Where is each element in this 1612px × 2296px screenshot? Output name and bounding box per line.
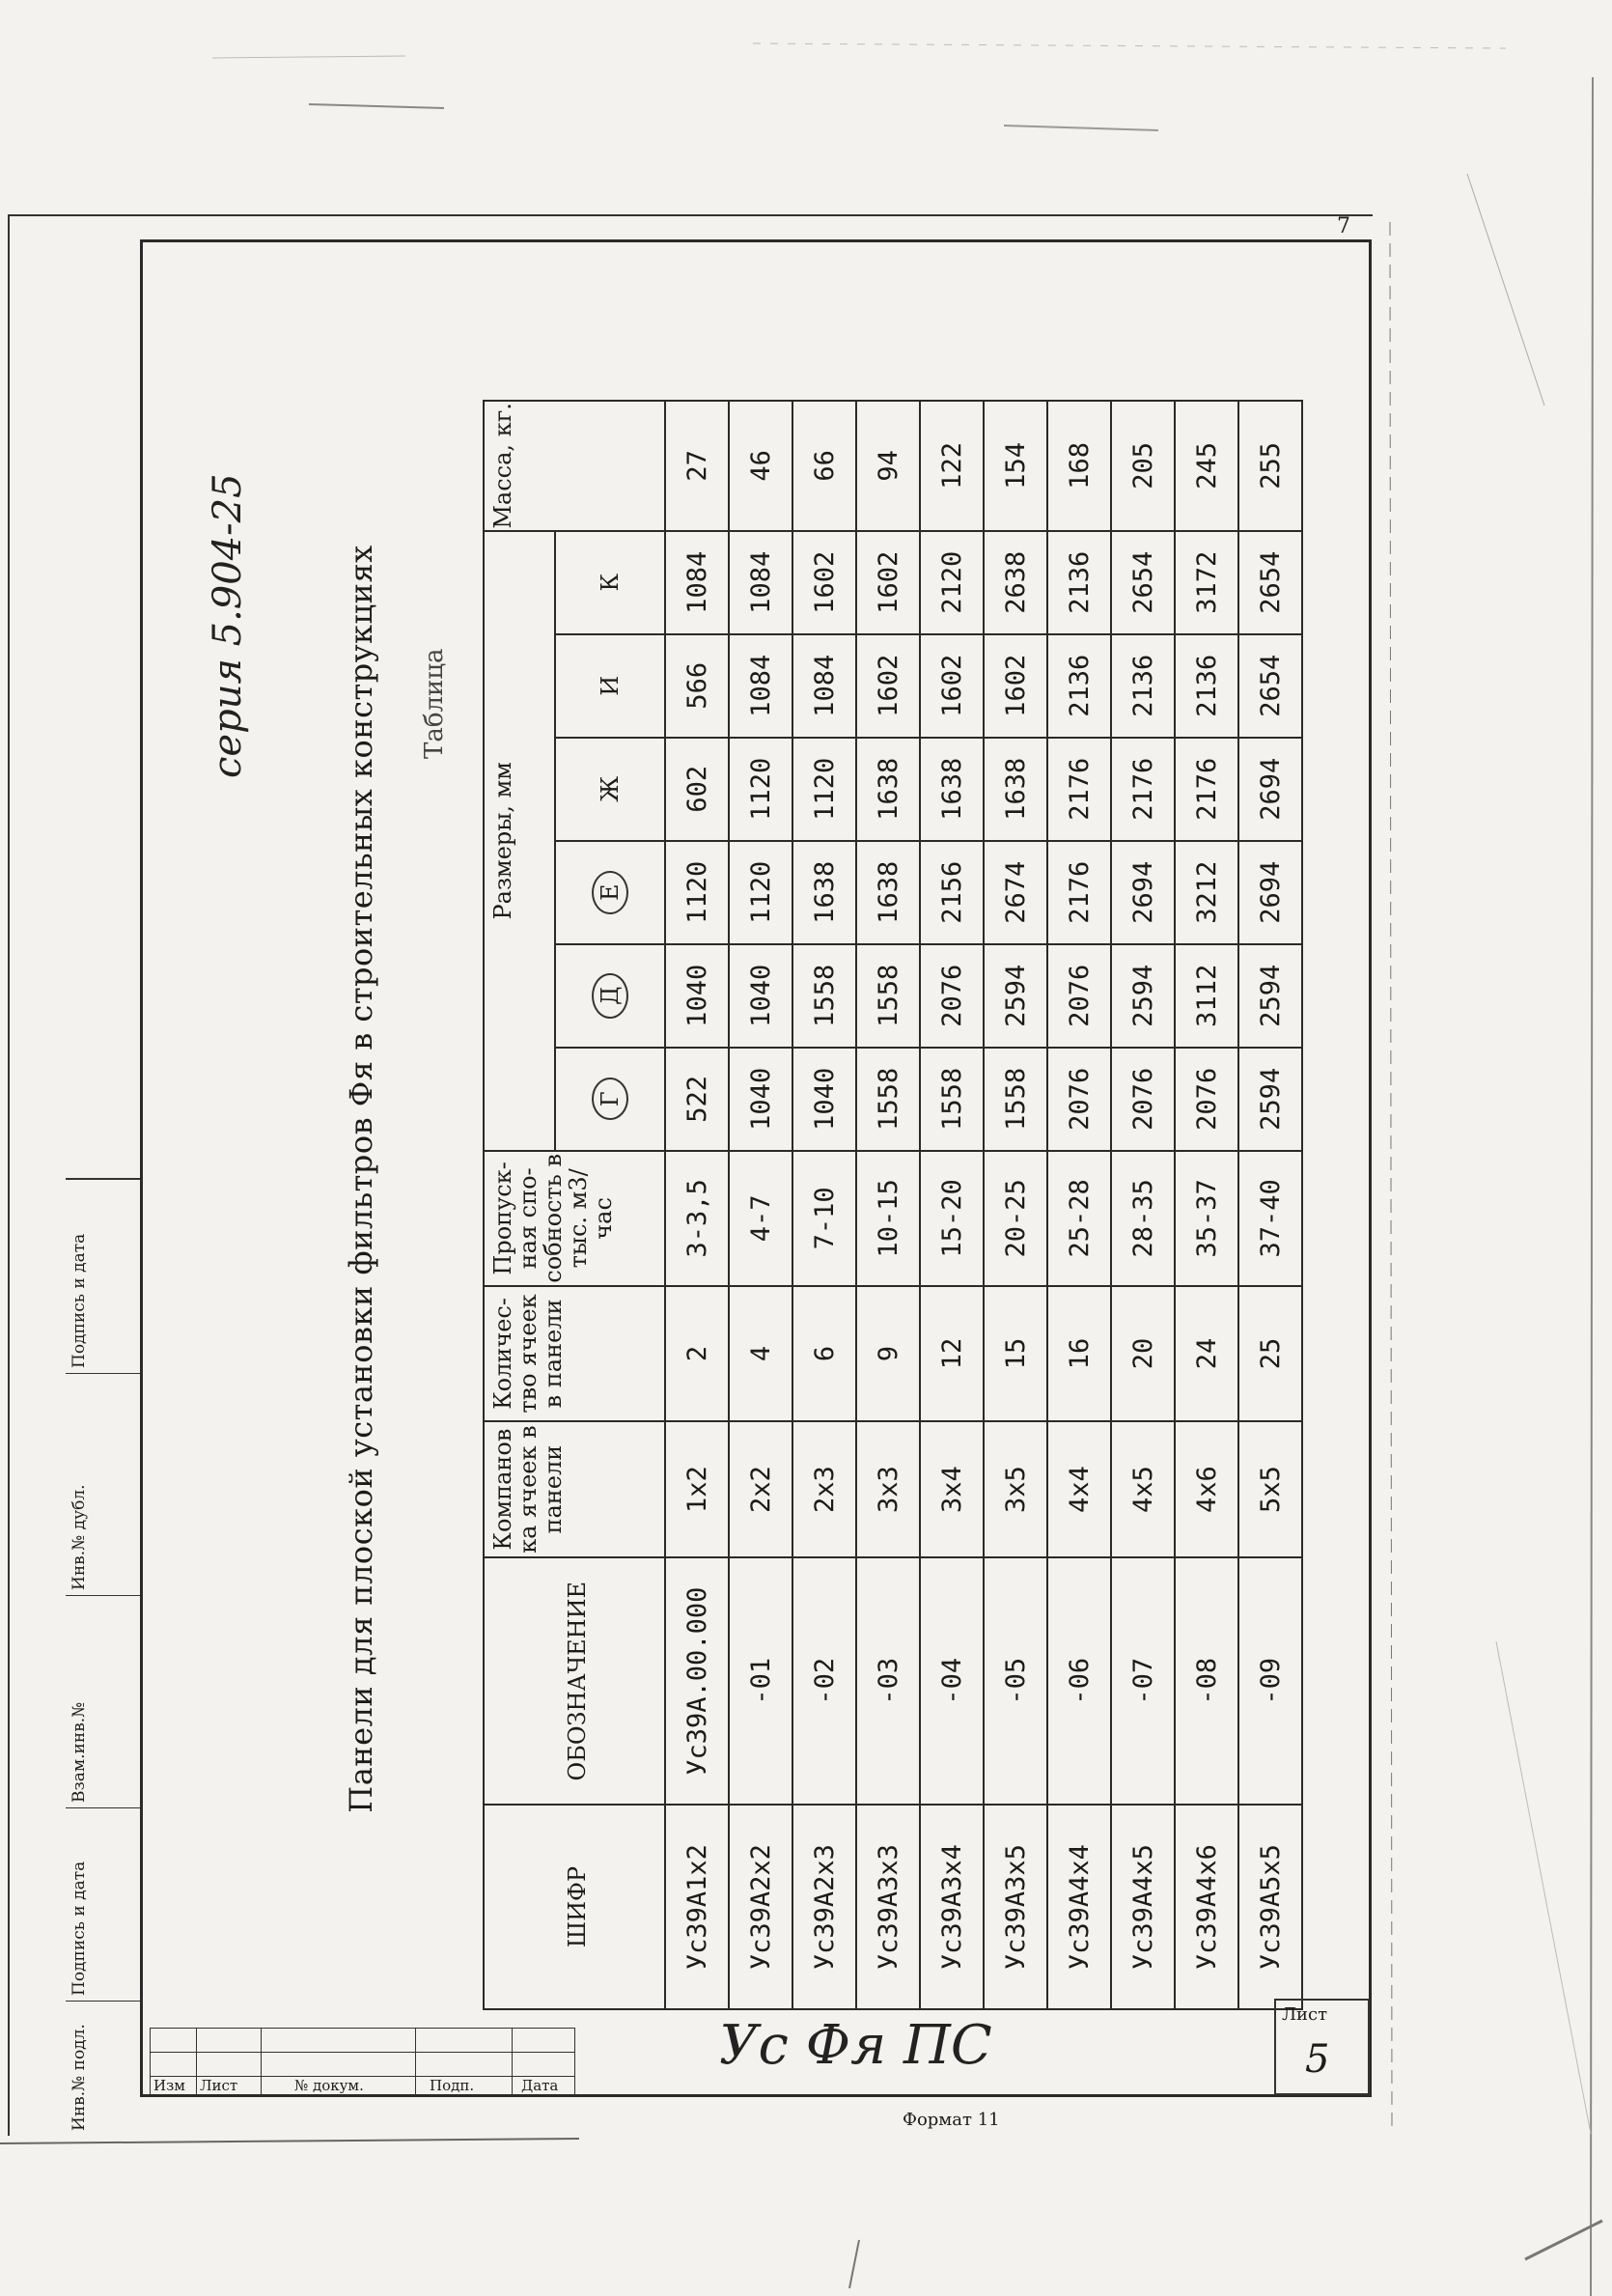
- cell-throughput: 10-15: [856, 1151, 920, 1286]
- table-row: [792, 401, 856, 2009]
- stamp-row: [150, 2028, 574, 2048]
- cell-d: 2594: [1111, 944, 1175, 1048]
- stamp-label-izm: Изм: [153, 2077, 185, 2094]
- cell-k: 1602: [792, 531, 856, 634]
- cell-k: 1084: [665, 531, 729, 634]
- table-row: [1175, 401, 1238, 2009]
- cell-g: 2594: [1238, 1048, 1302, 1151]
- cell-throughput: 35-37: [1175, 1151, 1238, 1286]
- cell-k: 2120: [920, 531, 984, 634]
- cell-cells: 4: [729, 1286, 792, 1421]
- cell-e: 1638: [856, 841, 920, 944]
- header-mass: Масса, кг.: [484, 401, 665, 531]
- table-row: [1047, 401, 1111, 2009]
- cell-zh: 602: [665, 738, 729, 841]
- sheet-label: Лист: [1282, 2004, 1328, 2025]
- stamp-label-list: Лист: [200, 2077, 238, 2094]
- stamp-label-podp: Подп.: [430, 2077, 475, 2094]
- cell-mass: 205: [1111, 401, 1175, 531]
- corner-number: 7: [1337, 214, 1350, 238]
- cell-mass: 66: [792, 401, 856, 531]
- cell-i: 1602: [984, 634, 1047, 738]
- cell-shifr: Ус39А4х4: [1047, 1805, 1111, 2009]
- cell-d: 1040: [729, 944, 792, 1048]
- cell-shifr: Ус39А3х3: [856, 1805, 920, 2009]
- cell-i: 566: [665, 634, 729, 738]
- cell-throughput: 4-7: [729, 1151, 792, 1286]
- cell-e: 1638: [792, 841, 856, 944]
- cell-g: 1040: [792, 1048, 856, 1151]
- cell-layout: 5х5: [1238, 1421, 1302, 1557]
- cell-cells: 24: [1175, 1286, 1238, 1421]
- cell-designation: -03: [856, 1557, 920, 1805]
- cell-zh: 1638: [984, 738, 1047, 841]
- cell-k: 2654: [1111, 531, 1175, 634]
- header-dim-k: К: [555, 531, 665, 634]
- cell-mass: 255: [1238, 401, 1302, 531]
- cell-designation: -04: [920, 1557, 984, 1805]
- cell-zh: 2176: [1111, 738, 1175, 841]
- cell-throughput: 7-10: [792, 1151, 856, 1286]
- stamp-labels: [150, 2076, 574, 2095]
- cell-k: 1602: [856, 531, 920, 634]
- strip-label-vzam-inv: Взам.инв.№: [69, 1701, 89, 1803]
- table-row: [1238, 401, 1302, 2009]
- series-label: серия 5.904-25: [206, 473, 250, 778]
- cell-k: 1084: [729, 531, 792, 634]
- header-dim-i: И: [555, 634, 665, 738]
- cell-cells: 25: [1238, 1286, 1302, 1421]
- strip-cell-vzam-inv: [66, 1595, 140, 1808]
- cell-layout: 3х4: [920, 1421, 984, 1557]
- cell-i: 1602: [920, 634, 984, 738]
- cell-shifr: Ус39А5х5: [1238, 1805, 1302, 2009]
- stamp-col-line: [574, 2028, 575, 2095]
- cell-i: 1084: [792, 634, 856, 738]
- header-dimensions: Размеры, мм: [484, 531, 555, 1151]
- cell-zh: 2176: [1047, 738, 1111, 841]
- cell-d: 2594: [1238, 944, 1302, 1048]
- cell-designation: -09: [1238, 1557, 1302, 1805]
- strip-cell-inv-dubl: [66, 1373, 140, 1596]
- cell-e: 2176: [1047, 841, 1111, 944]
- cell-cells: 15: [984, 1286, 1047, 1421]
- header-dim-g: [555, 1048, 665, 1151]
- cell-shifr: Ус39А2х3: [792, 1805, 856, 2009]
- cell-g: 1558: [984, 1048, 1047, 1151]
- header-cell-count: Количес- тво ячеек в панели: [484, 1286, 665, 1421]
- header-dim-zh: Ж: [555, 738, 665, 841]
- cell-designation: -06: [1047, 1557, 1111, 1805]
- header-layout: Компанов ка ячеек в панели: [484, 1421, 665, 1557]
- cell-throughput: 25-28: [1047, 1151, 1111, 1286]
- cell-mass: 122: [920, 401, 984, 531]
- cell-e: 1120: [729, 841, 792, 944]
- cell-g: 1558: [920, 1048, 984, 1151]
- cell-k: 2654: [1238, 531, 1302, 634]
- cell-i: 1084: [729, 634, 792, 738]
- cell-i: 2136: [1111, 634, 1175, 738]
- cell-e: 2156: [920, 841, 984, 944]
- cell-designation: -07: [1111, 1557, 1175, 1805]
- header-dim-e: [555, 841, 665, 944]
- cell-g: 2076: [1047, 1048, 1111, 1151]
- cell-designation: -02: [792, 1557, 856, 1805]
- cell-zh: 1120: [792, 738, 856, 841]
- format-label: Формат 11: [903, 2110, 1000, 2130]
- cell-d: 1040: [665, 944, 729, 1048]
- cell-throughput: 15-20: [920, 1151, 984, 1286]
- cell-shifr: Ус39А4х5: [1111, 1805, 1175, 2009]
- strip-label-podpis-data-2: Подпись и дата: [69, 1233, 89, 1368]
- left-strip: [66, 1178, 140, 2136]
- table-row: [856, 401, 920, 2009]
- cell-i: 1602: [856, 634, 920, 738]
- cell-layout: 3х5: [984, 1421, 1047, 1557]
- cell-e: 2694: [1238, 841, 1302, 944]
- cell-cells: 16: [1047, 1286, 1111, 1421]
- cell-zh: 1120: [729, 738, 792, 841]
- cell-layout: 2х3: [792, 1421, 856, 1557]
- cell-mass: 94: [856, 401, 920, 531]
- document-title: Панели для плоской установки фильтров Фя в строительных конструкциях: [343, 545, 379, 1813]
- cell-e: 1120: [665, 841, 729, 944]
- cell-i: 2136: [1047, 634, 1111, 738]
- cell-designation: -01: [729, 1557, 792, 1805]
- cell-mass: 27: [665, 401, 729, 531]
- cell-zh: 1638: [920, 738, 984, 841]
- cell-e: 2694: [1111, 841, 1175, 944]
- cell-i: 2136: [1175, 634, 1238, 738]
- strip-label-inv-podl: Инв.№ подл.: [69, 2024, 89, 2131]
- stamp-label-data: Дата: [521, 2077, 559, 2094]
- document-code: Ус Фя ПС: [719, 2014, 992, 2077]
- cell-throughput: 37-40: [1238, 1151, 1302, 1286]
- cell-throughput: 28-35: [1111, 1151, 1175, 1286]
- cell-cells: 12: [920, 1286, 984, 1421]
- table-label: Таблица: [420, 648, 449, 759]
- dim-e-label: Е: [592, 871, 628, 915]
- cell-g: 2076: [1111, 1048, 1175, 1151]
- cell-shifr: Ус39А2х2: [729, 1805, 792, 2009]
- cell-layout: 1х2: [665, 1421, 729, 1557]
- header-throughput: Пропуск- ная спо- собность в тыс. м3/час: [484, 1151, 665, 1286]
- cell-e: 3212: [1175, 841, 1238, 944]
- sheet-number-box: [1274, 1999, 1370, 2095]
- cell-k: 2638: [984, 531, 1047, 634]
- stamp-row: [150, 2052, 574, 2072]
- cell-throughput: 20-25: [984, 1151, 1047, 1286]
- cell-g: 2076: [1175, 1048, 1238, 1151]
- spec-table: [483, 400, 1303, 2010]
- cell-d: 1558: [792, 944, 856, 1048]
- strip-label-inv-dubl: Инв.№ дубл.: [69, 1484, 89, 1590]
- dim-d-label: Д: [592, 973, 628, 1020]
- cell-d: 1558: [856, 944, 920, 1048]
- header-shifr: ШИФР: [484, 1805, 665, 2009]
- cell-g: 1558: [856, 1048, 920, 1151]
- dim-g-label: Г: [592, 1078, 628, 1120]
- cell-layout: 4х5: [1111, 1421, 1175, 1557]
- cell-zh: 2694: [1238, 738, 1302, 841]
- cell-designation: -08: [1175, 1557, 1238, 1805]
- cell-designation: Ус39А.00.000: [665, 1557, 729, 1805]
- cell-cells: 2: [665, 1286, 729, 1421]
- strip-label-podpis-data: Подпись и дата: [69, 1861, 89, 1996]
- cell-layout: 2х2: [729, 1421, 792, 1557]
- cell-d: 2594: [984, 944, 1047, 1048]
- cell-shifr: Ус39А3х4: [920, 1805, 984, 2009]
- cell-e: 2674: [984, 841, 1047, 944]
- cell-mass: 168: [1047, 401, 1111, 531]
- cell-mass: 46: [729, 401, 792, 531]
- cell-layout: 3х3: [856, 1421, 920, 1557]
- cell-mass: 154: [984, 401, 1047, 531]
- cell-cells: 9: [856, 1286, 920, 1421]
- cell-d: 2076: [1047, 944, 1111, 1048]
- cell-d: 2076: [920, 944, 984, 1048]
- cell-k: 3172: [1175, 531, 1238, 634]
- cell-cells: 6: [792, 1286, 856, 1421]
- cell-k: 2136: [1047, 531, 1111, 634]
- cell-shifr: Ус39А4х6: [1175, 1805, 1238, 2009]
- cell-layout: 4х6: [1175, 1421, 1238, 1557]
- header-designation: ОБОЗНАЧЕНИЕ: [484, 1557, 665, 1805]
- cell-throughput: 3-3,5: [665, 1151, 729, 1286]
- strip-cell-podpis2: [66, 1180, 140, 1374]
- header-dim-d: [555, 944, 665, 1048]
- cell-i: 2654: [1238, 634, 1302, 738]
- cell-mass: 245: [1175, 401, 1238, 531]
- strip-cell-podpis: [66, 1807, 140, 2002]
- cell-designation: -05: [984, 1557, 1047, 1805]
- table-row: [729, 401, 792, 2009]
- table-row: [665, 401, 729, 2009]
- cell-zh: 1638: [856, 738, 920, 841]
- stamp-label-n-dokum: № докум.: [294, 2077, 364, 2094]
- cell-d: 3112: [1175, 944, 1238, 1048]
- table-row: [984, 401, 1047, 2009]
- rotated-sheet: [140, 239, 1366, 2091]
- cell-shifr: Ус39А1х2: [665, 1805, 729, 2009]
- table-row: [1111, 401, 1175, 2009]
- table-row: [920, 401, 984, 2009]
- cell-g: 522: [665, 1048, 729, 1151]
- cell-layout: 4х4: [1047, 1421, 1111, 1557]
- cell-g: 1040: [729, 1048, 792, 1151]
- cell-zh: 2176: [1175, 738, 1238, 841]
- cell-cells: 20: [1111, 1286, 1175, 1421]
- cell-shifr: Ус39А3х5: [984, 1805, 1047, 2009]
- sheet-number: 5: [1305, 2037, 1330, 2082]
- strip-cell-inv-podl: [66, 2001, 140, 2136]
